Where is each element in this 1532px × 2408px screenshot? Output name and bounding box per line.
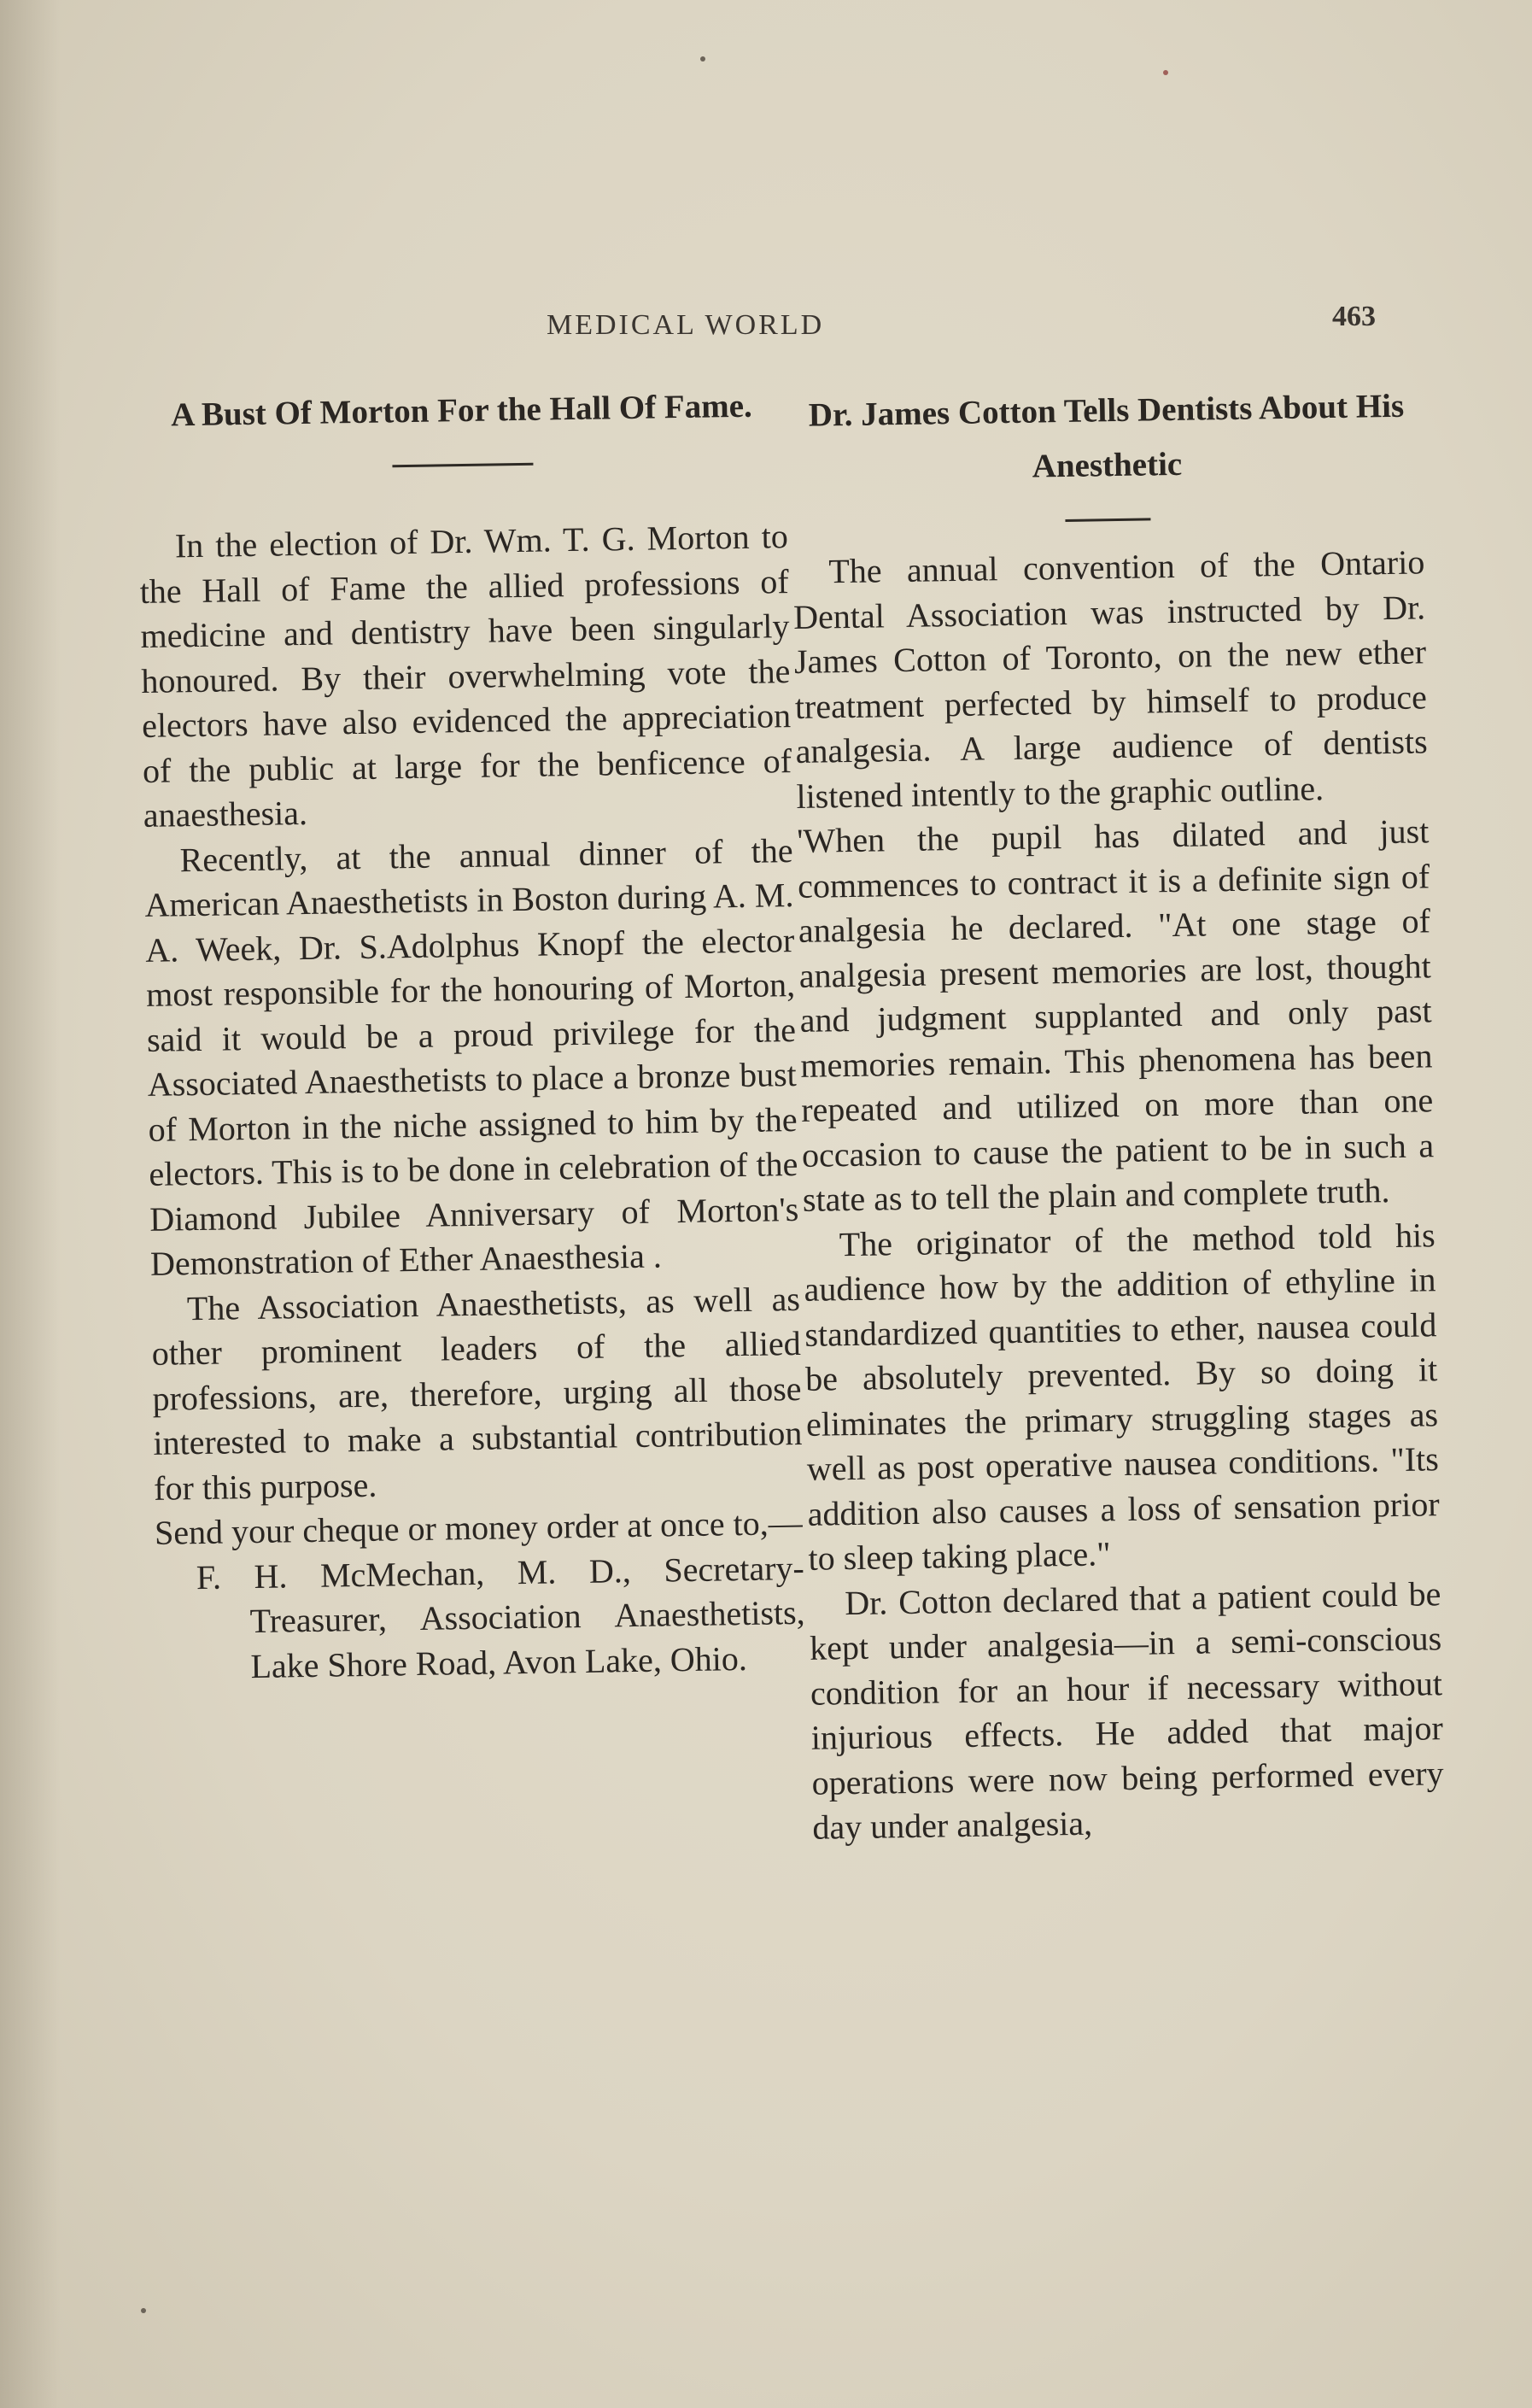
- right-article-headline: Dr. James Cotton Tells Dentists About His Anesthetic: [808, 387, 1405, 485]
- page-number: 463: [1332, 301, 1376, 332]
- left-article-headline: A Bust Of Morton For the Hall Of Fame.: [170, 387, 753, 434]
- right-paragraph-2: 'When the pupil has dilated and just commences to contract it is a definite sign of analgesia he declared. "At one stage of analgesia present memories are lost, thought and judgment supplanted and only past memories remain. This phenomena has been repeated and utilized on more than one occasion to cause the patient to be in such a state as to tell the plain and complete truth.: [796, 811, 1435, 1219]
- left-paragraph-3: The Association Anaesthetists, as well as other prominent leaders of the allied professions, are, therefore, urging all those interested to make a substantial contribution for this purpose.: [151, 1279, 803, 1508]
- paper-speck: [141, 2308, 146, 2313]
- mailing-address: F. H. McMechan, M. D., Secretary-Treasurer, Association Anaesthetists, Lake Shore Road, Avon Lake, Ohio.: [196, 1548, 805, 1685]
- left-paragraph-2: Recently, at the annual dinner of the American Anaesthetists in Boston during A. M. A. Week, Dr. S.Adolphus Knopf the elector most responsible for the honouring of Morton, said it would be a proud privilege for the Associated Anaesthetists to place a bronze bust of Morton in the niche assigned to him by the electors. This is to be done in celebration of the Diamond Jubilee Anniversary of Morton's Demonstration of Ether Anaesthesia .: [144, 830, 799, 1283]
- paper-speck: [1163, 70, 1168, 75]
- headline-rule: [392, 463, 533, 468]
- right-paragraph-4: Dr. Cotton declared that a patient could be kept under analgesia—in a semi-conscious condition for an hour if necessary without injurious effects. He added that major operations were now being performed every day under analgesia,: [809, 1573, 1444, 1847]
- running-head: MEDICAL WORLD: [547, 309, 825, 341]
- left-paragraph-1: In the election of Dr. Wm. T. G. Morton to the Hall of Fame the allied professions of medicine and dentistry have been singularly honoured. By their overwhelming vote the electors have also evidenced the appreciation of the public at large for the benficence of anaesthesia.: [139, 517, 792, 835]
- paper-speck: [700, 56, 705, 62]
- right-article: [790, 378, 1445, 1850]
- left-article: [137, 378, 806, 1690]
- headline-rule: [1065, 518, 1150, 522]
- right-paragraph-3: The originator of the method told his audience how by the addition of ethyline in standardized quantities to ether, nausea could be absolutely prevented. By so doing it eliminates the primary struggling stages as well as post operative nausea conditions. "Its addition also causes a loss of sensation prior to sleep taking place.": [804, 1215, 1440, 1578]
- right-paragraph-1: The annual convention of the Ontario Dental Association was instructed by Dr. James Cotton of Toronto, on the new ether treatment perfected by himself to produce analgesia. A large audience of dentists listened intently to the graphic outline.: [792, 542, 1428, 816]
- send-line: Send your cheque or money order at once to,—: [154, 1503, 803, 1552]
